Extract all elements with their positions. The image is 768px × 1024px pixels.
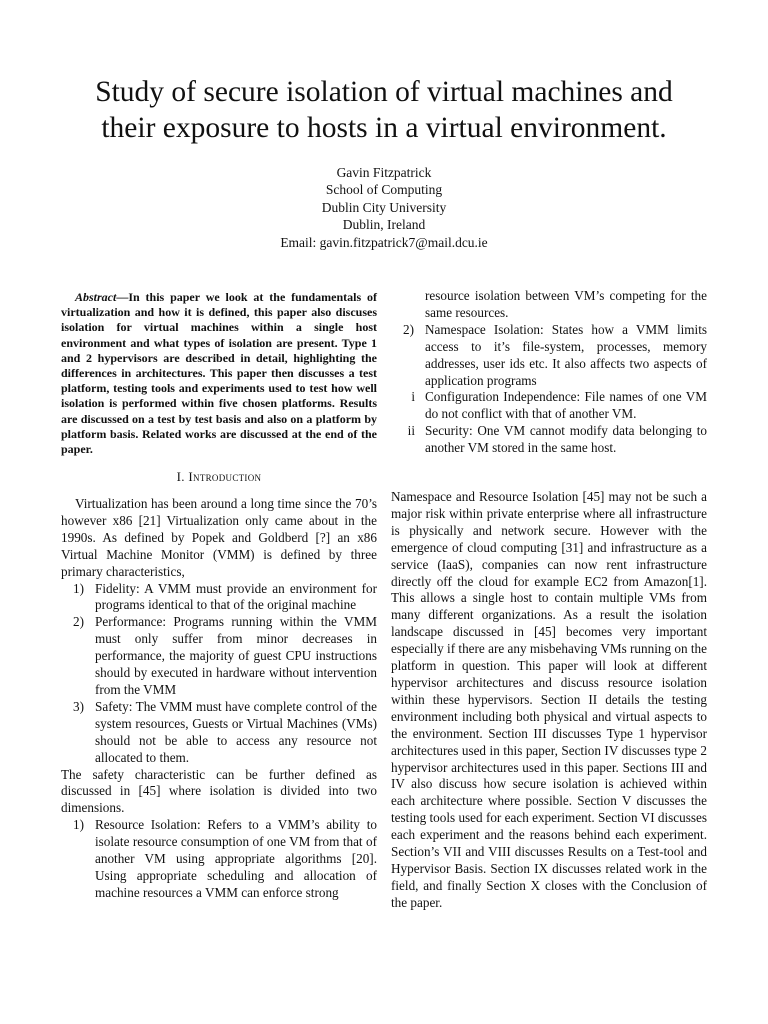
isolation-list — [61, 817, 377, 902]
list-item-number: 2) — [73, 614, 84, 630]
list-item — [61, 614, 377, 699]
right-column-top — [391, 288, 707, 457]
intro-paragraph: Virtualization has been around a long time since the 70’s however x86 [21] Virtualization only came about in the 1990s. As defined by Popek and Goldberd [?] an x86 Virtual Machine Monitor (VMM) is defined by three primary characteristics, — [61, 496, 377, 579]
section-number: I. — [176, 469, 185, 484]
list-item-text: resource isolation between VM’s competing for the same resources. — [425, 288, 707, 320]
affiliation-university: Dublin City University — [321, 199, 447, 215]
characteristics-list — [61, 581, 377, 767]
list-item-text: Resource Isolation: Refers to a VMM’s ability to isolate resource consumption of one VM from that of another VM using appropriate algorithms [20]. Using appropriate scheduling and allocation of machine resources a VMM can enforce strong — [95, 817, 377, 900]
list-item — [61, 817, 377, 902]
list-item — [391, 322, 707, 390]
list-item-number: 3) — [73, 698, 84, 714]
list-item-text: Fidelity: A VMM must provide an environment for programs identical to that of the original machine — [95, 580, 377, 613]
roman-list-item — [391, 423, 707, 457]
list-item-continued — [391, 288, 707, 322]
list-item-text: Namespace Isolation: States how a VMM limits access to it’s file-system, processes, memory addresses, user ids etc. It also affects two aspects of application programs — [425, 321, 707, 388]
affiliation-school: School of Computing — [325, 182, 443, 198]
section-heading-introduction — [61, 469, 377, 485]
affiliation-location: Dublin, Ireland — [342, 217, 426, 233]
roman-item-text: Security: One VM cannot modify data belonging to another VM stored in the same host. — [425, 423, 707, 456]
list-item-number: 1) — [73, 817, 84, 833]
roman-item-text: Configuration Independence: File names of one VM do not conflict with that of another VM. — [425, 389, 707, 422]
title-line-2: their exposure to hosts in a virtual environment. — [101, 112, 667, 144]
author-email: Email: gavin.fitzpatrick7@mail.dcu.ie — [280, 234, 488, 250]
list-item — [61, 581, 377, 615]
list-item-text: Performance: Programs running within the VMM must only suffer from minor decreases in performance, the majority of guest CPU instructions should by executed in hardware without intervention from the VMM — [95, 614, 377, 697]
list-item-number: 1) — [73, 580, 84, 596]
roman-item-number: i — [411, 389, 415, 405]
namespace-aspects-list — [391, 389, 707, 457]
right-column-body — [391, 489, 707, 912]
left-column-body — [61, 496, 377, 902]
author-name: Gavin Fitzpatrick — [336, 165, 432, 180]
section-title: Introduction — [188, 469, 262, 484]
abstract-lead: Abstract — [75, 290, 117, 304]
paper-title — [40, 74, 728, 146]
scope-paragraph: Namespace and Resource Isolation [45] may not be such a major risk within private enterprise where all infrastructure is physically and network secure. However with the emergence of cloud computing [31] and infrastructure as a service (IaaS), companies can now rent infrastructure directly off the cloud for example EC2 from Amazon[1]. This allows a single host to contain multiple VMs from many different organizations. As a result the isolation landscape discussed in [45] becomes very important especially if there are any misbehaving VMs running on the platform in question. This paper will look at different hypervisor architectures and discuss resource isolation within these hypervisors. Section II details the testing environment including both physical and virtual aspects to the environment. Section III discusses Type 1 hypervisor architectures used in this paper, Section IV discusses type 2 hypervisor architectures used in this paper. Sections III and IV also discuss how secure isolation is achieved within each architecture where possible. Section V discusses the testing tools used for each experiment. Section VI discusses each experiment and the reasons behind each experiment. Section’s VII and VIII discusses Results on a Test-tool and Hypervisor Basis. Section IX discusses related work in the field, and finally Section X closes with the Conclusion of the paper. — [391, 489, 707, 910]
roman-list-item — [391, 389, 707, 423]
title-line-1: Study of secure isolation of virtual machines and — [95, 76, 673, 108]
safety-paragraph: The safety characteristic can be further defined as discussed in [45] where isolation is divided into two dimensions. — [61, 766, 377, 816]
abstract — [61, 290, 377, 457]
roman-item-number: ii — [407, 423, 415, 439]
list-item-number: 2) — [403, 321, 414, 337]
list-item — [61, 699, 377, 767]
author-block — [0, 164, 768, 251]
list-item-text: Safety: The VMM must have complete control of the system resources, Guests or Virtual Machines (VMs) should not be able to access any resource not allocated to them. — [95, 698, 377, 765]
isolation-list-continued — [391, 288, 707, 389]
abstract-body: —In this paper we look at the fundamentals of virtualization and how it is defined, this paper also discuses isolation for virtual machines within a single host environment and what types of isolation are present. Type 1 and 2 hypervisors are described in detail, highlighting the differences in architectures. This paper then discusses a test platform, testing tools and experiments used to test how well isolation is performed within five chosen platforms. Results are discussed on a test by test basis and also on a platform by platform basis. Related works are discussed at the end of the paper. — [61, 290, 377, 457]
